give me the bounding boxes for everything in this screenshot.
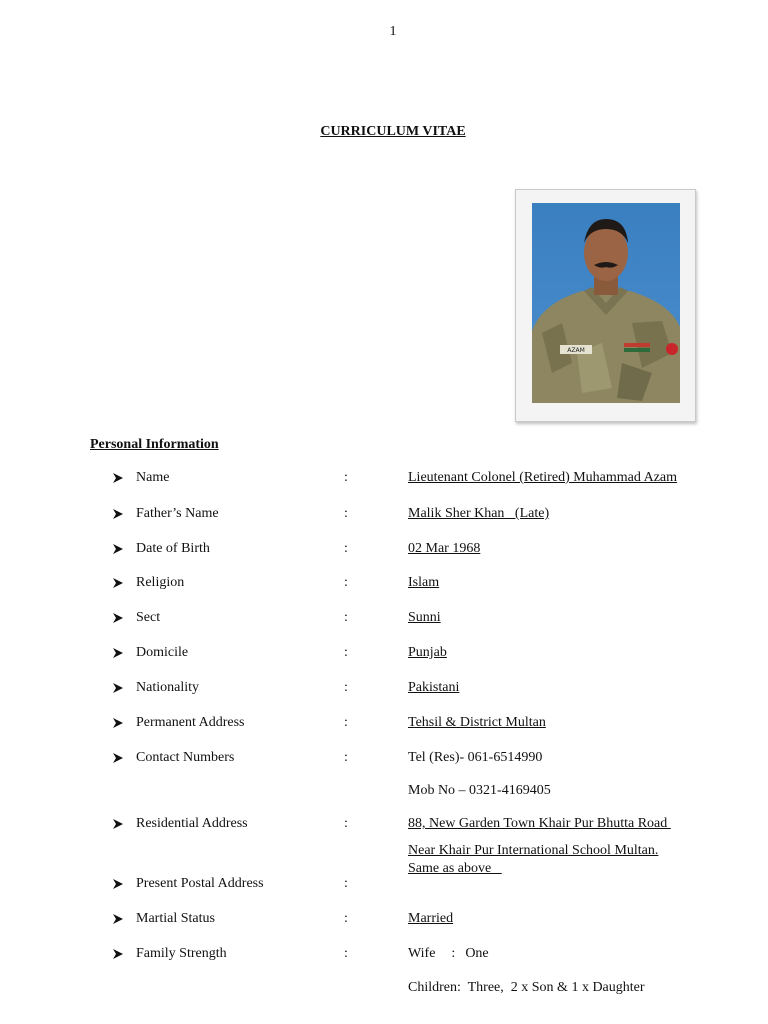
field-colon: : [344, 911, 348, 926]
arrow-bullet-icon [112, 816, 126, 832]
field-value: Malik Sher Khan (Late) [408, 506, 550, 521]
field-label: Date of Birth [136, 541, 210, 556]
field-row-religion [0, 575, 768, 595]
field-value [408, 946, 489, 962]
field-label: Domicile [136, 645, 189, 660]
field-colon: : [344, 816, 348, 831]
arrow-bullet-icon [112, 506, 126, 522]
field-label: Residential Address [136, 816, 248, 831]
field-value: Tehsil & District Multan [408, 715, 546, 730]
field-colon: : [344, 541, 348, 556]
field-label: Father’s Name [136, 506, 219, 521]
document-title: CURRICULUM VITAE [320, 124, 466, 139]
field-colon: : [344, 470, 348, 485]
field-label: Family Strength [136, 946, 227, 961]
field-label: Permanent Address [136, 715, 245, 730]
field-value: Pakistani [408, 680, 460, 695]
field-value: Punjab [408, 645, 447, 660]
field-value-line2: Near Khair Pur International School Multan. [408, 843, 659, 858]
field-value: Islam [408, 575, 440, 590]
field-row-family-strength [0, 946, 768, 966]
field-colon: : [344, 506, 348, 521]
arrow-bullet-icon [112, 911, 126, 927]
field-row-permanent-address [0, 715, 768, 735]
field-value-line3: Same as above [408, 861, 502, 876]
name-tag: AZAM [567, 347, 585, 354]
field-value: Lieutenant Colonel (Retired) Muhammad Azam [408, 470, 678, 485]
arrow-bullet-icon [112, 610, 126, 626]
arrow-bullet-icon [112, 541, 126, 557]
field-row-martial-status [0, 911, 768, 931]
field-value: 88, New Garden Town Khair Pur Bhutta Road [408, 816, 671, 831]
section-heading-personal-information: Personal Information [90, 437, 219, 452]
field-value-line2: Mob No – 0321-4169405 [408, 783, 551, 798]
field-colon: : [344, 876, 348, 891]
field-row-contact-numbers [0, 750, 768, 770]
field-value: Married [408, 911, 454, 926]
field-row-fathers-name [0, 506, 768, 526]
field-row-present-postal-address [0, 876, 768, 896]
field-label: Present Postal Address [136, 876, 264, 891]
field-colon: : [344, 946, 348, 961]
arrow-bullet-icon [112, 575, 126, 591]
field-label: Contact Numbers [136, 750, 235, 765]
profile-photo [515, 189, 696, 422]
arrow-bullet-icon [112, 876, 126, 892]
field-colon: : [344, 715, 348, 730]
field-row-nationality [0, 680, 768, 700]
family-wife-count: One [465, 946, 489, 961]
field-row-residential-address [0, 816, 768, 836]
arrow-bullet-icon [112, 470, 126, 486]
field-colon: : [344, 575, 348, 590]
field-label: Religion [136, 575, 185, 590]
field-colon: : [344, 645, 348, 660]
arrow-bullet-icon [112, 750, 126, 766]
profile-photo-image [532, 203, 680, 403]
field-row-date-of-birth [0, 541, 768, 561]
field-value-line2: Children: Three, 2 x Son & 1 x Daughter [408, 980, 645, 995]
field-colon: : [344, 610, 348, 625]
field-label: Nationality [136, 680, 199, 695]
field-colon: : [344, 680, 348, 695]
arrow-bullet-icon [112, 946, 126, 962]
page-number: 1 [389, 24, 397, 39]
arrow-bullet-icon [112, 715, 126, 731]
field-label: Martial Status [136, 911, 215, 926]
field-row-sect [0, 610, 768, 630]
field-label: Sect [136, 610, 161, 625]
field-label: Name [136, 470, 170, 485]
field-row-name [0, 470, 768, 490]
family-wife-label: Wife [408, 946, 436, 961]
field-value: Tel (Res)- 061-6514990 [408, 750, 543, 765]
field-colon: : [344, 750, 348, 765]
arrow-bullet-icon [112, 645, 126, 661]
field-row-domicile [0, 645, 768, 665]
arrow-bullet-icon [112, 680, 126, 696]
field-value: Sunni [408, 610, 441, 625]
family-wife-colon: : [451, 946, 456, 961]
field-value: 02 Mar 1968 [408, 541, 481, 556]
